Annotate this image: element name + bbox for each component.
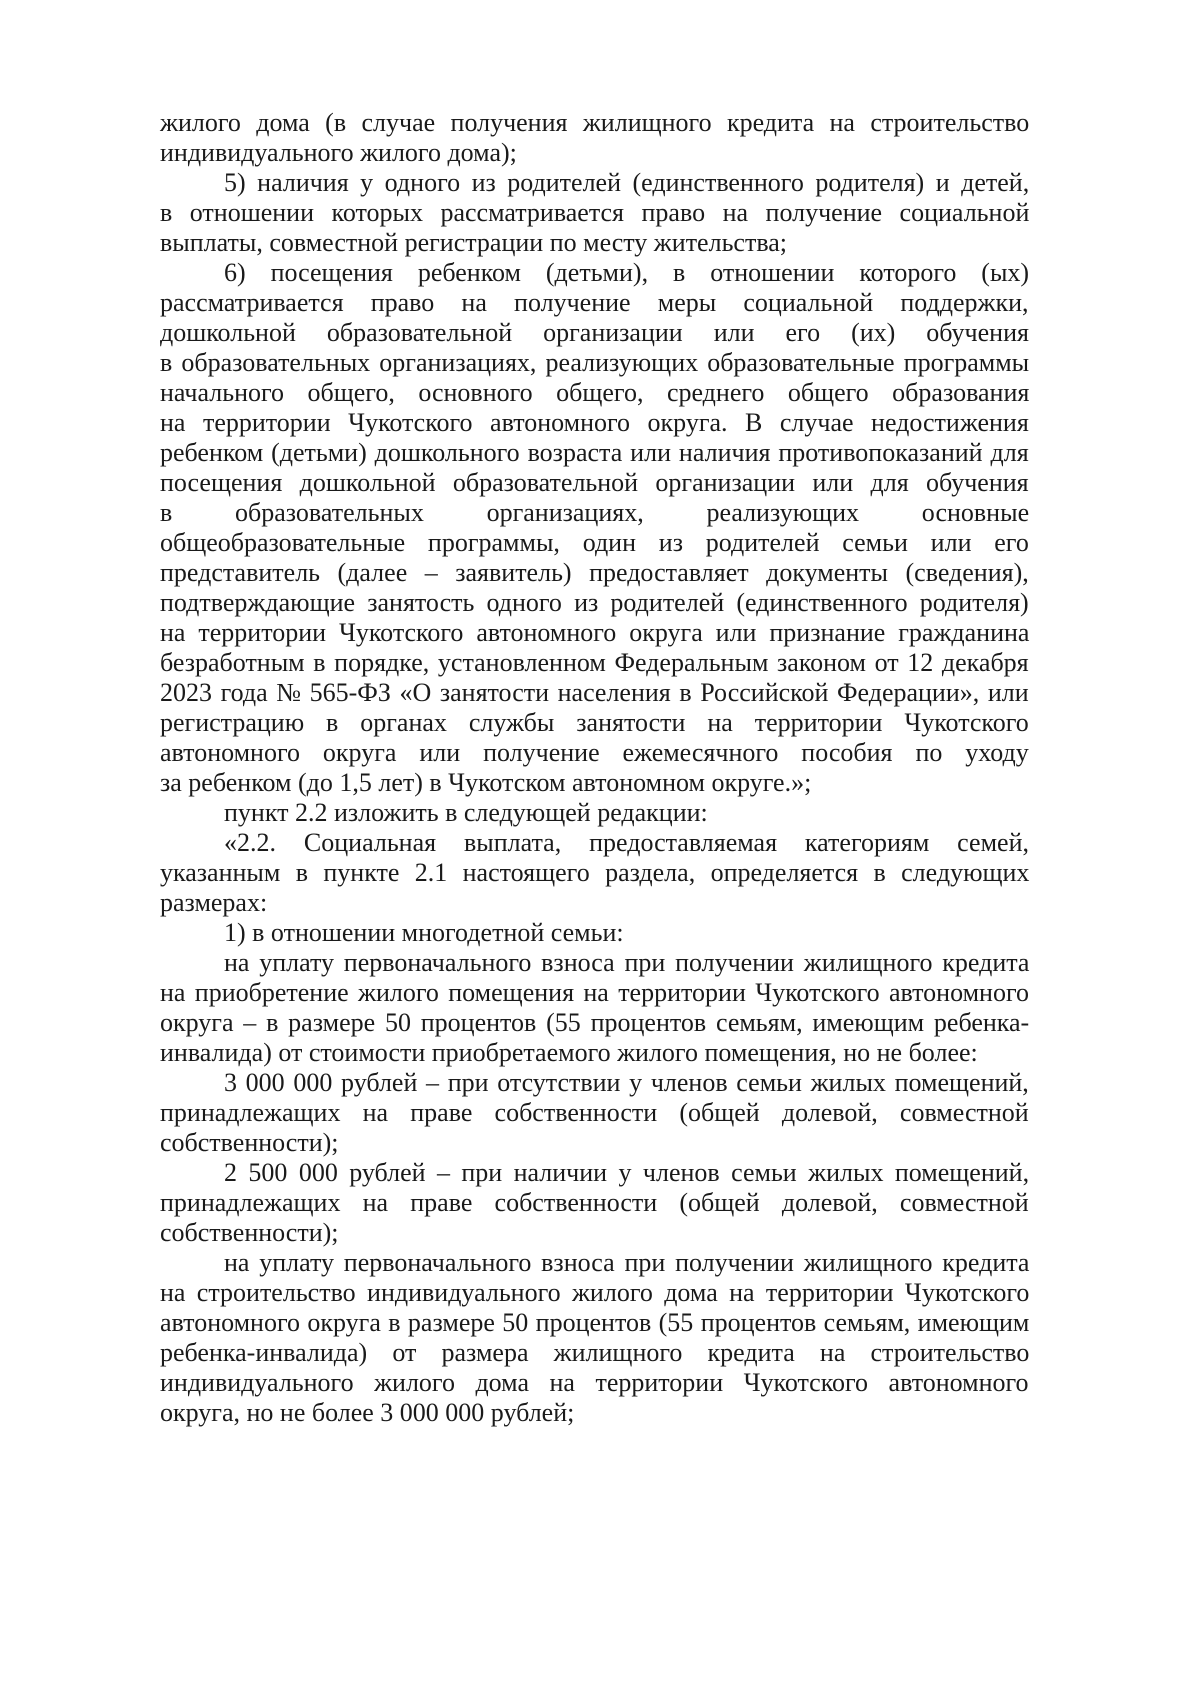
text-line: собственности); xyxy=(160,1218,339,1247)
text-line: «2.2. Социальная выплата, предоставляемая категориям семей, xyxy=(224,828,1029,857)
text-line: ребенком (детьми) дошкольного возраста или наличия противопоказаний для xyxy=(160,438,1029,467)
text-line: подтверждающие занятость одного из родителей (единственного родителя) xyxy=(160,588,1029,617)
text-line: пункт 2.2 изложить в следующей редакции: xyxy=(224,798,708,827)
text-line: принадлежащих на праве собственности (общей долевой, совместной xyxy=(160,1188,1029,1217)
text-line: представитель (далее – заявитель) предоставляет документы (сведения), xyxy=(160,558,1029,587)
text-line: автономного округа в размере 50 процентов (55 процентов семьям, имеющим xyxy=(160,1308,1030,1337)
text-line: в отношении которых рассматривается право на получение социальной xyxy=(160,198,1030,227)
text-line: автономного округа или получение ежемесячного пособия по уходу xyxy=(160,738,1029,767)
text-line: за ребенком (до 1,5 лет) в Чукотском автономном округе.»; xyxy=(160,768,812,797)
text-line: в образовательных организациях, реализующих образовательные программы xyxy=(160,348,1030,377)
text-line: ребенка-инвалида) от размера жилищного кредита на строительство xyxy=(160,1338,1030,1367)
text-line: безработным в порядке, установленном Федеральным законом от 12 декабря xyxy=(160,648,1029,677)
text-line: округа, но не более 3 000 000 рублей; xyxy=(160,1398,575,1427)
text-line: индивидуального жилого дома); xyxy=(160,138,517,167)
text-line: дошкольной образовательной организации или его (их) обучения xyxy=(160,318,1029,347)
text-line: на уплату первоначального взноса при получении жилищного кредита xyxy=(224,948,1030,977)
text-line: 5) наличия у одного из родителей (единственного родителя) и детей, xyxy=(224,168,1030,197)
text-line: рассматривается право на получение меры социальной поддержки, xyxy=(160,288,1029,317)
text-line: собственности); xyxy=(160,1128,339,1157)
text-line: посещения дошкольной образовательной организации или для обучения xyxy=(160,468,1029,497)
text-line: 2023 года № 565-ФЗ «О занятости населения в Российской Федерации», или xyxy=(160,678,1029,707)
text-line: в образовательных организациях, реализующих основные xyxy=(160,498,1030,527)
text-line: 2 500 000 рублей – при наличии у членов семьи жилых помещений, xyxy=(224,1158,1030,1187)
text-line: указанным в пункте 2.1 настоящего раздела, определяется в следующих xyxy=(160,858,1030,887)
text-line: 1) в отношении многодетной семьи: xyxy=(224,918,624,947)
text-line: общеобразовательные программы, один из родителей семьи или его xyxy=(160,528,1029,557)
text-line: выплаты, совместной регистрации по месту жительства; xyxy=(160,228,788,257)
text-line: принадлежащих на праве собственности (общей долевой, совместной xyxy=(160,1098,1029,1127)
text-line: на приобретение жилого помещения на территории Чукотского автономного xyxy=(160,978,1029,1007)
text-line: регистрацию в органах службы занятости на территории Чукотского xyxy=(160,708,1029,737)
text-line: начального общего, основного общего, среднего общего образования xyxy=(160,378,1030,407)
text-line: на уплату первоначального взноса при получении жилищного кредита xyxy=(224,1248,1030,1277)
text-line: 6) посещения ребенком (детьми), в отношении которого (ых) xyxy=(224,258,1030,287)
text-line: округа – в размере 50 процентов (55 процентов семьям, имеющим ребенка- xyxy=(160,1008,1030,1037)
text-line: 3 000 000 рублей – при отсутствии у членов семьи жилых помещений, xyxy=(224,1068,1029,1097)
text-line: на строительство индивидуального жилого дома на территории Чукотского xyxy=(160,1278,1030,1307)
text-line: размерах: xyxy=(160,888,268,917)
text-line: на территории Чукотского автономного округа или признание гражданина xyxy=(160,618,1030,647)
text-line: инвалида) от стоимости приобретаемого жилого помещения, но не более: xyxy=(160,1038,978,1067)
text-line: жилого дома (в случае получения жилищного кредита на строительство xyxy=(160,108,1030,137)
text-line: индивидуального жилого дома на территории Чукотского автономного xyxy=(160,1368,1029,1397)
text-line: на территории Чукотского автономного округа. В случае недостижения xyxy=(160,408,1029,437)
